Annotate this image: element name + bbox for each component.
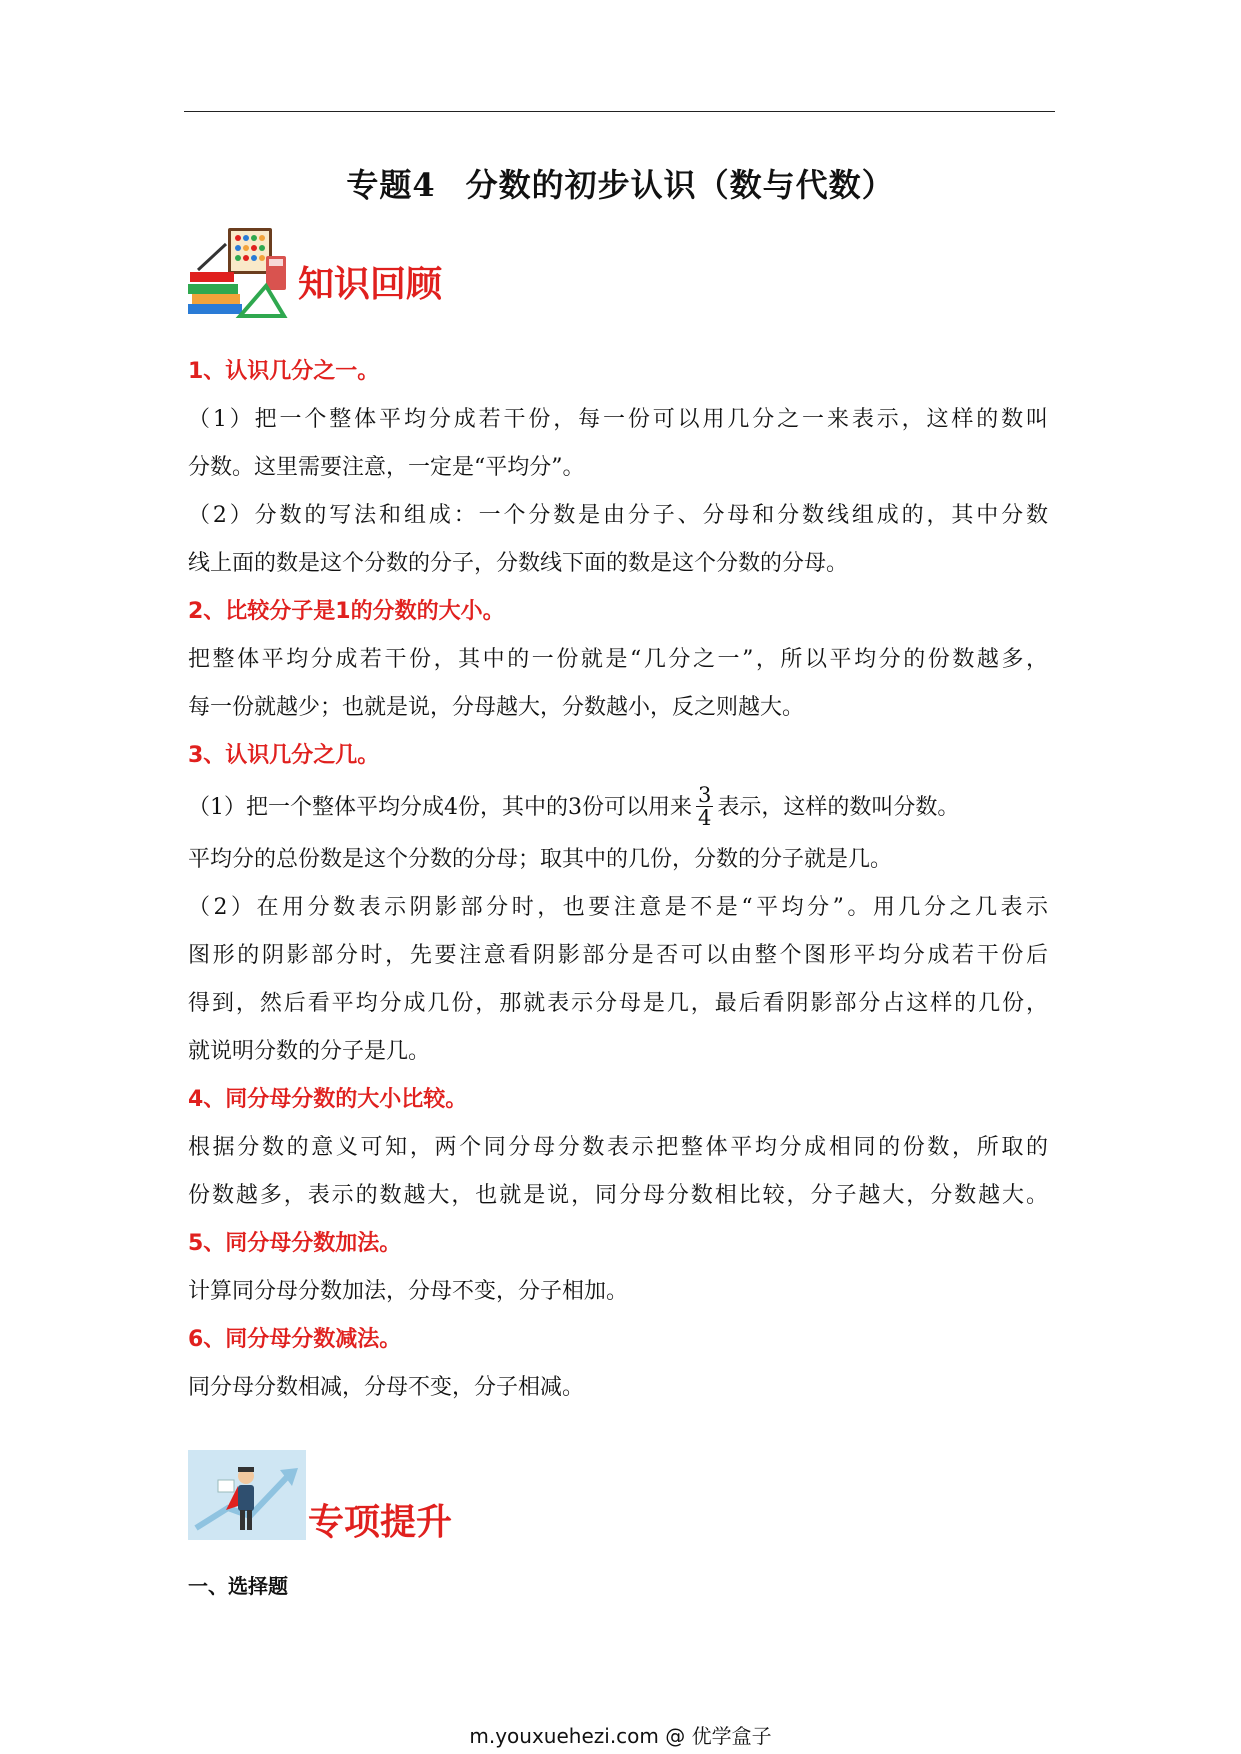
growth-person-icon	[188, 1450, 306, 1540]
fraction-paragraph	[188, 780, 1048, 836]
paragraph-line: 得到，然后看平均分成几份，那就表示分母是几，最后看阴影部分占这样的几份，	[188, 991, 1048, 1016]
fraction-numerator: 3	[698, 782, 712, 807]
paragraph-line: 平均分的总份数是这个分数的分母；取其中的几份，分数的分子就是几。	[188, 847, 893, 872]
paragraph-line: 把整体平均分成若干份，其中的一份就是“几分之一”，所以平均分的份数越多，	[188, 647, 1048, 672]
title-subject: 分数的初步认识（数与代数）	[465, 166, 895, 204]
section-heading: 5、同分母分数加法。	[188, 1231, 402, 1256]
paragraph-line: （1）把一个整体平均分成若干份，每一份可以用几分之一来表示，这样的数叫	[188, 407, 1048, 432]
knowledge-content	[188, 348, 1048, 1412]
header-rule	[184, 111, 1055, 112]
fraction-denominator: 4	[698, 805, 712, 830]
math-tools-illustration-icon	[188, 226, 288, 326]
paragraph-line: 根据分数的意义可知，两个同分母分数表示把整体平均分成相同的份数，所取的	[188, 1135, 1048, 1160]
footer-watermark: m.youxuehezi.com @ 优学盒子	[469, 1724, 772, 1748]
knowledge-review-header	[188, 226, 443, 330]
fraction-text-after: 表示，这样的数叫分数。	[717, 795, 960, 820]
special-improvement-heading: 专项提升	[308, 1501, 453, 1543]
section-heading: 6、同分母分数减法。	[188, 1327, 402, 1352]
section-heading: 4、同分母分数的大小比较。	[188, 1087, 468, 1112]
section-heading: 2、比较分子是1的分数的大小。	[188, 599, 505, 624]
knowledge-review-heading: 知识回顾	[298, 263, 443, 305]
fraction-text-before: （1）把一个整体平均分成4份，其中的3份可以用来	[188, 795, 692, 820]
paragraph-line: 分数。这里需要注意，一定是“平均分”。	[188, 455, 585, 480]
paragraph-line: 份数越多，表示的数越大，也就是说，同分母分数相比较，分子越大，分数越大。	[188, 1183, 1048, 1208]
paragraph-line: 每一份就越少；也就是说，分母越大，分数越小，反之则越大。	[188, 695, 805, 720]
paragraph-line: （2）分数的写法和组成：一个分数是由分子、分母和分数线组成的，其中分数	[188, 503, 1048, 528]
page-title	[0, 160, 1241, 206]
paragraph-line: 同分母分数相减，分母不变，分子相减。	[188, 1375, 585, 1400]
special-improvement-header	[188, 1450, 453, 1544]
paragraph-line: （2）在用分数表示阴影部分时，也要注意是不是“平均分”。用几分之几表示	[188, 895, 1048, 920]
paragraph-line: 计算同分母分数加法，分母不变，分子相加。	[188, 1279, 629, 1304]
paragraph-line: 就说明分数的分子是几。	[188, 1039, 431, 1064]
title-topic: 专题4	[346, 166, 436, 204]
paragraph-line: 图形的阴影部分时，先要注意看阴影部分是否可以由整个图形平均分成若干份后	[188, 943, 1048, 968]
section-heading: 3、认识几分之几。	[188, 743, 380, 768]
fraction-three-quarters	[696, 784, 713, 829]
paragraph-line: 线上面的数是这个分数的分子，分数线下面的数是这个分数的分母。	[188, 551, 849, 576]
section-heading: 1、认识几分之一。	[188, 359, 380, 384]
subsection-title: 一、选择题	[188, 1574, 288, 1598]
